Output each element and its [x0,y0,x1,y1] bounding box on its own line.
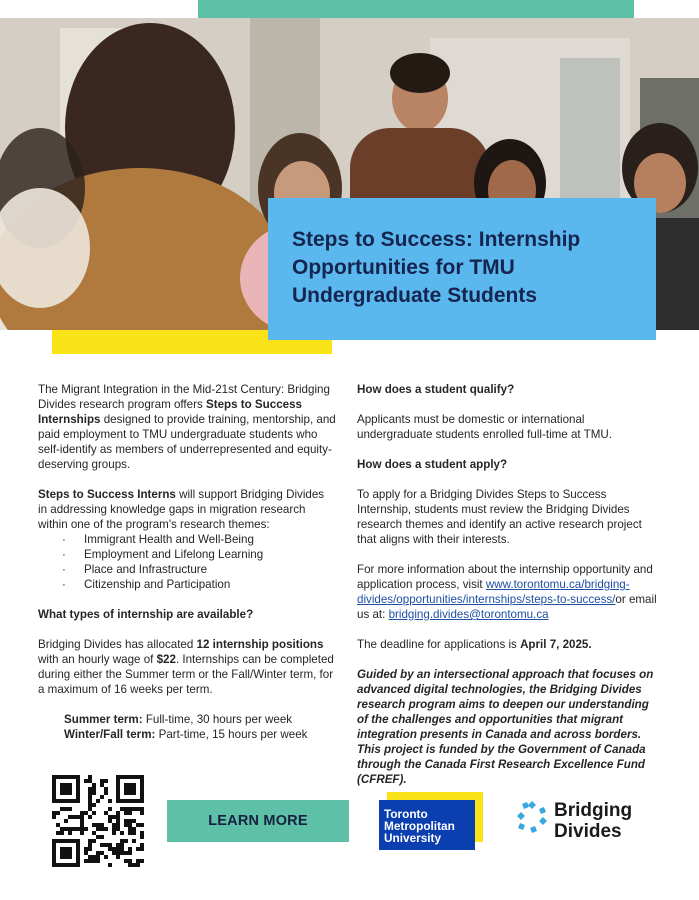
summer-label: Summer term: [64,713,143,726]
info-paragraph [357,562,659,622]
summer-term [38,712,336,727]
alloc-text-end: . Internships can be completed during either the Summer term or the Fall/Winter term, for a maximum of 16 weeks per term. [38,653,334,696]
intro-text: The Migrant Integration in the Mid-21st Century: Bridging Divides research program offers [38,383,330,411]
email-link[interactable]: bridging.divides@torontomu.ca [388,608,549,621]
summer-text: Full-time, 30 hours per week [142,713,293,726]
allocation-paragraph [38,637,336,697]
deadline-paragraph [357,637,659,652]
bd-line: Bridging [554,800,633,821]
deadline-text: The deadline for applications is [357,638,521,651]
teal-accent-bar [198,0,634,18]
wage-value: $22 [156,653,176,666]
winter-text: Part-time, 15 hours per week [155,728,308,741]
right-column [357,382,659,787]
apply-paragraph: To apply for a Bridging Divides Steps to Success Internship, students must review the Bridging Divides research themes and identify an active research project that aligns with their interests. [357,488,642,546]
intro-text-end: designed to provide training, mentorship, and paid employment to TMU undergraduate students who self-identify as members of underrepresented and equity-deserving groups. [38,413,336,471]
closing-paragraph: Guided by an intersectional approach that focuses on advanced digital technologies, the Bridging Divides research program aims to deepen our understanding of the challenges and opportunities that migrant integration presents in Canada and across borders. This project is funded by the Government of Canada through the Canada First Research Excellence Fund (CFREF). [357,668,654,786]
internship-link[interactable]: www.torontomu.ca/bridging-divides/opportunities/internships/steps-to-success/ [357,578,630,606]
qualify-paragraph: Applicants must be domestic or international undergraduate students enrolled full-time at TMU. [357,413,612,441]
tmu-logo-line: Toronto [384,807,428,821]
tmu-logo-line: University [384,831,442,845]
page-title: Steps to Success: Internship Opportunities for TMU Undergraduate Students [292,228,581,307]
interns-paragraph [38,487,336,532]
qualify-heading: How does a student qualify? [357,383,515,396]
tmu-logo-block [379,800,475,850]
tmu-logo-line: Metropolitan [384,819,455,833]
bridging-divides-logo [514,797,664,845]
intro-paragraph [38,382,336,472]
winter-term [38,727,336,742]
left-column [38,382,336,742]
themes-list [38,532,336,592]
list-item: · Immigrant Health and Well-Being [38,532,336,547]
info-mid: or email us at: [357,593,657,621]
tmu-logo [379,792,483,850]
winter-label: Winter/Fall term: [64,728,156,741]
interns-bold: Steps to Success Interns [38,488,176,501]
list-item: · Place and Infrastructure [38,562,336,577]
bridging-divides-wordmark [554,800,632,842]
alloc-mid: with an hourly wage of [38,653,157,666]
alloc-text: Bridging Divides has allocated [38,638,197,651]
types-heading: What types of internship are available? [38,608,254,621]
bd-line: Divides [554,821,622,842]
apply-heading: How does a student apply? [357,458,508,471]
learn-more-button[interactable]: LEARN MORE [167,800,349,842]
alloc-bold: 12 internship positions [196,638,324,651]
list-item: · Citizenship and Participation [38,577,336,592]
interns-text: will support Bridging Divides in addressing knowledge gaps in migration research within one of the program's research themes: [38,488,325,531]
info-text: For more information about the internship opportunity and application process, visit [357,563,653,591]
title-banner [268,198,656,340]
list-item: · Employment and Lifelong Learning [38,547,336,562]
deadline-date: April 7, 2025. [520,638,592,651]
intro-bold: Steps to Success Internships [38,398,302,426]
bridging-divides-icon [514,799,550,835]
qr-code-icon[interactable] [52,775,144,867]
